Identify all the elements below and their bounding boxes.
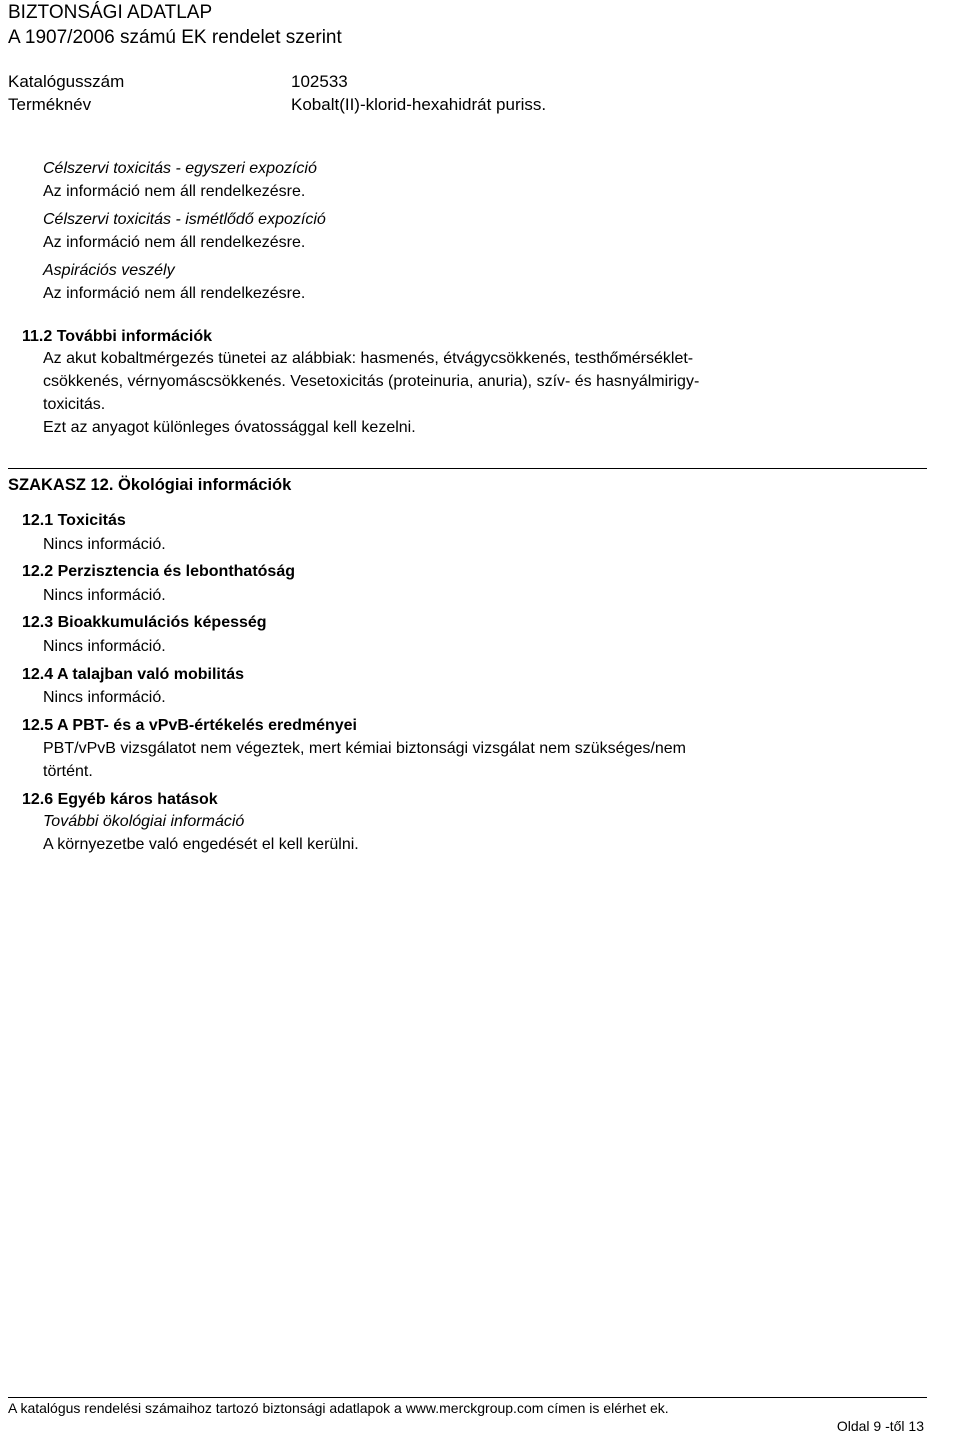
other-adverse-effects-heading: 12.6 Egyéb káros hatások — [22, 791, 218, 808]
document-title: BIZTONSÁGI ADATLAP — [8, 2, 213, 23]
page-number: Oldal 9 -től 13 — [836, 1418, 924, 1434]
aspiration-hazard-text: Az információ nem áll rendelkezésre. — [43, 285, 306, 302]
persistence-text: Nincs információ. — [43, 587, 166, 604]
section-divider — [8, 468, 927, 469]
persistence-heading: 12.2 Perzisztencia és lebonthatóság — [22, 563, 295, 580]
catalog-number-label: Katalógusszám — [8, 72, 125, 91]
aspiration-hazard-label: Aspirációs veszély — [43, 262, 175, 279]
stot-repeated-exposure-label: Célszervi toxicitás - ismétlődő expozíció — [43, 211, 326, 228]
soil-mobility-heading: 12.4 A talajban való mobilitás — [22, 666, 244, 683]
further-information-line: Ezt az anyagot különleges óvatossággal kell kezelni. — [43, 419, 416, 436]
product-name-value: Kobalt(II)-klorid-hexahidrát puriss. — [291, 95, 547, 114]
other-ecological-info-label: További ökológiai információ — [43, 813, 245, 830]
pbt-vpvb-heading: 12.5 A PBT- és a vPvB-értékelés eredményei — [22, 717, 357, 734]
footer-note: A katalógus rendelési számaihoz tartozó biztonsági adatlapok a www.merckgroup.com címen is elérhet ek. — [8, 1400, 669, 1416]
stot-single-exposure-text: Az információ nem áll rendelkezésre. — [43, 183, 306, 200]
footer-divider — [8, 1397, 927, 1398]
catalog-number-value: 102533 — [291, 72, 348, 91]
section-12-heading: SZAKASZ 12. Ökológiai információk — [8, 476, 292, 494]
pbt-vpvb-text: történt. — [43, 763, 93, 780]
pbt-vpvb-text: PBT/vPvB vizsgálatot nem végeztek, mert kémiai biztonsági vizsgálat nem szükséges/nem — [43, 740, 686, 757]
bioaccumulation-heading: 12.3 Bioakkumulációs képesség — [22, 614, 267, 631]
product-name-label: Terméknév — [8, 95, 92, 114]
toxicity-text: Nincs információ. — [43, 536, 166, 553]
other-ecological-info-text: A környezetbe való engedését el kell kerülni. — [43, 836, 359, 853]
further-information-heading: 11.2 További információk — [22, 328, 212, 345]
document-subtitle: A 1907/2006 számú EK rendelet szerint — [8, 27, 342, 48]
stot-single-exposure-label: Célszervi toxicitás - egyszeri expozíció — [43, 160, 317, 177]
stot-repeated-exposure-text: Az információ nem áll rendelkezésre. — [43, 234, 306, 251]
toxicity-heading: 12.1 Toxicitás — [22, 512, 126, 529]
bioaccumulation-text: Nincs információ. — [43, 638, 166, 655]
further-information-line: csökkenés, vérnyomáscsökkenés. Vesetoxicitás (proteinuria, anuria), szív- és hasnyálmirigy- — [43, 373, 700, 390]
soil-mobility-text: Nincs információ. — [43, 689, 166, 706]
further-information-line: Az akut kobaltmérgezés tünetei az alábbiak: hasmenés, étvágycsökkenés, testhőmérséklet- — [43, 350, 694, 367]
further-information-line: toxicitás. — [43, 396, 106, 413]
